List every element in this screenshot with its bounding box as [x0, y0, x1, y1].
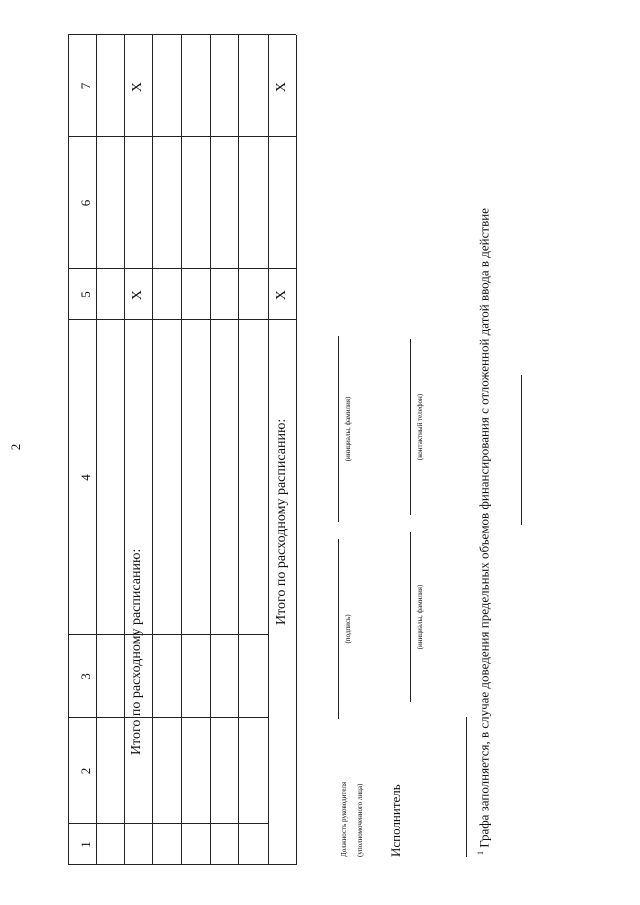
col-number-6: 6	[78, 199, 93, 207]
x-mark-col5-row1: X	[130, 289, 145, 301]
col-number-3: 3	[78, 673, 93, 680]
col-number-4: 4	[78, 474, 93, 481]
executor-label: Исполнитель	[388, 784, 403, 857]
col-number-7: 7	[78, 82, 93, 90]
executor-initials-line	[410, 532, 411, 702]
footnote-text: Графа заполняется, в случае доведения предельных объемов финансирования с отложенной датой ввода в действие	[476, 208, 492, 848]
head-position-label-2: (уполномоченного лица)	[356, 783, 364, 857]
footnote-separator	[466, 717, 467, 857]
executor-initials-caption: (инициалы, фамилия)	[416, 584, 424, 650]
head-initials-line	[338, 336, 339, 522]
contact-phone-line	[410, 339, 411, 515]
head-initials-caption: (инициалы, фамилия)	[344, 396, 352, 462]
total-label-1: Итого по расходному расписанию:	[129, 548, 144, 755]
footnote	[476, 208, 492, 855]
total-label-2: Итого по расходному расписанию:	[274, 418, 289, 625]
x-mark-col7-row1: X	[130, 81, 145, 93]
col-number-1: 1	[78, 841, 93, 848]
page-number: 2	[8, 443, 23, 451]
head-position-label: Должность руководителя	[340, 781, 348, 857]
x-mark-col5-row2: X	[274, 289, 289, 301]
signature-caption: (подпись)	[344, 614, 352, 644]
bottom-rule	[521, 375, 522, 525]
footnote-mark: 1	[476, 851, 485, 855]
signature-line	[338, 539, 339, 719]
col-number-5: 5	[78, 291, 93, 298]
contact-phone-caption: (контактный телефон)	[416, 393, 424, 461]
col-number-2: 2	[78, 767, 93, 775]
x-mark-col7-row2: X	[274, 81, 289, 93]
